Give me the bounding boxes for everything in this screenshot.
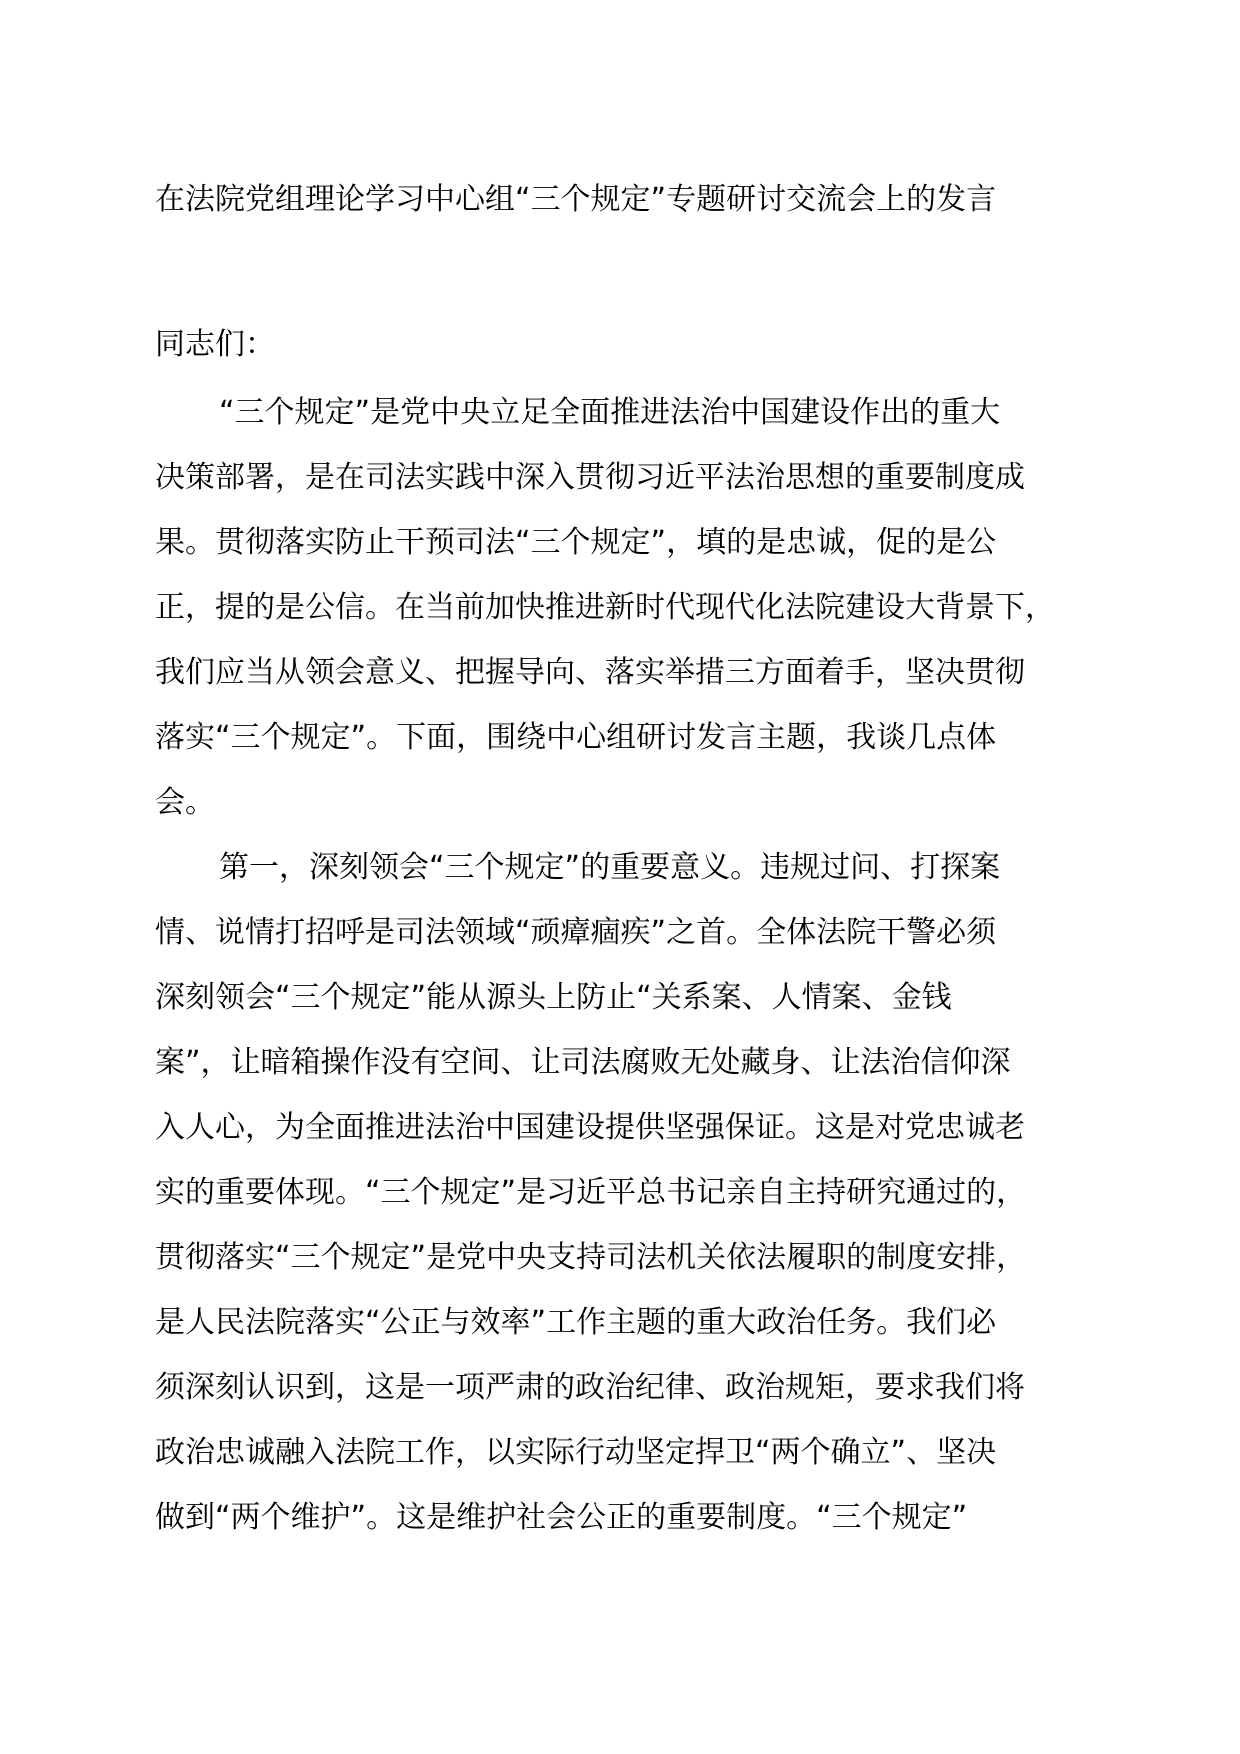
paragraph-line: 做到“两个维护”。这是维护社会公正的重要制度。“三个规定” bbox=[155, 1500, 968, 1535]
paragraph-line: 第一，深刻领会“三个规定”的重要意义。违规过问、打探案 bbox=[219, 850, 1001, 885]
paragraph-line: 正，提的是公信。在当前加快推进新时代现代化法院建设大背景下， bbox=[155, 590, 1055, 625]
paragraph-line: 政治忠诚融入法院工作，以实际行动坚定捍卫“两个确立”、坚决 bbox=[155, 1435, 997, 1470]
paragraph-line: 实的重要体现。“三个规定”是习近平总书记亲自主持研究通过的， bbox=[155, 1175, 1027, 1210]
paragraph-line: “三个规定”是党中央立足全面推进法治中国建设作出的重大 bbox=[219, 395, 1001, 430]
paragraph-line: 是人民法院落实“公正与效率”工作主题的重大政治任务。我们必 bbox=[155, 1305, 997, 1340]
paragraph-line: 决策部署，是在司法实践中深入贯彻习近平法治思想的重要制度成 bbox=[155, 460, 1025, 495]
paragraph-line: 须深刻认识到，这是一项严肃的政治纪律、政治规矩，要求我们将 bbox=[155, 1370, 1025, 1405]
document-body bbox=[155, 380, 1095, 1550]
paragraph-line: 会。 bbox=[155, 785, 215, 820]
paragraph-line: 落实“三个规定”。下面，围绕中心组研讨发言主题，我谈几点体 bbox=[155, 720, 997, 755]
paragraph-line: 我们应当从领会意义、把握导向、落实举措三方面着手，坚决贯彻 bbox=[155, 655, 1025, 690]
paragraph-line: 深刻领会“三个规定”能从源头上防止“关系案、人情案、金钱 bbox=[155, 980, 952, 1015]
paragraph-line: 贯彻落实“三个规定”是党中央支持司法机关依法履职的制度安排， bbox=[155, 1240, 1027, 1275]
salutation: 同志们： bbox=[155, 327, 275, 362]
paragraph-line: 情、说情打招呼是司法领域“顽瘴痼疾”之首。全体法院干警必须 bbox=[155, 915, 997, 950]
paragraph-line: 入人心，为全面推进法治中国建设提供坚强保证。这是对党忠诚老 bbox=[155, 1110, 1025, 1145]
document-title: 在法院党组理论学习中心组“三个规定”专题研讨交流会上的发言 bbox=[155, 182, 997, 217]
paragraph-line: 果。贯彻落实防止干预司法“三个规定”，填的是忠诚，促的是公 bbox=[155, 525, 997, 560]
paragraph-line: 案”，让暗箱操作没有空间、让司法腐败无处藏身、让法治信仰深 bbox=[155, 1045, 1011, 1080]
